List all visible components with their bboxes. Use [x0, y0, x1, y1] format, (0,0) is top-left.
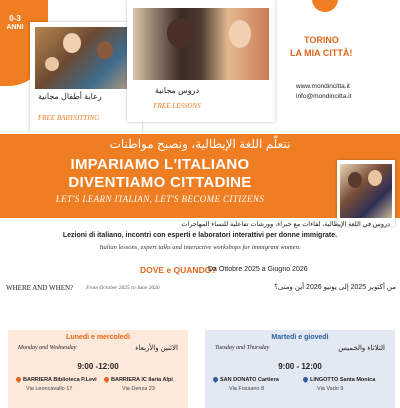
- schedule-day-en: Monday and Wednesday: [18, 345, 77, 351]
- decorative-circle: [312, 0, 338, 12]
- description-italian: Lezioni di italiano, incontri con esperti e laboratori interattivi per donne immigrate.: [62, 232, 338, 239]
- babysitting-photo: [35, 27, 137, 89]
- age-range: 0-3: [9, 14, 21, 23]
- location-address: Via Denza 23: [122, 386, 155, 392]
- map-pin-icon: [103, 376, 110, 383]
- schedule-day-it: Martedì e giovedì: [271, 334, 329, 341]
- contact-info: [296, 82, 400, 102]
- lessons-caption-ar: دروس مجانية: [154, 86, 200, 95]
- when-arabic: من أكتوبر 2025 إلى يونيو 2026 أين ومتى؟: [274, 284, 396, 291]
- schedule-box-mon-wed: [8, 330, 188, 408]
- brand-title: [290, 34, 400, 60]
- schedule-day-ar: الثلاثاء والخميس: [338, 345, 385, 352]
- description-english: Italian lessons, expert talks and interactive workshops for immigrant women.: [99, 244, 301, 251]
- schedule-time: 9:00 - 12:00: [278, 362, 322, 371]
- when-date-it: Da Ottobre 2025 a Giugno 2026: [208, 266, 308, 273]
- location-label: LINGOTTO Santa Monica: [310, 377, 376, 383]
- when-label-en: WHERE AND WHEN?: [6, 284, 74, 292]
- age-unit: ANNI: [6, 24, 24, 31]
- lessons-caption: FREE LESSONS: [153, 102, 201, 110]
- when-label-it: DOVE e QUANDO?: [140, 265, 217, 275]
- headline-italian-2: DIVENTIAMO CITTADINE: [68, 174, 252, 191]
- schedule-day-ar: الاثنين والأربعاء: [135, 345, 178, 352]
- babysitting-photo-card: [30, 22, 142, 134]
- map-pin-icon: [15, 376, 22, 383]
- headline-italian-1: IMPARIAMO L'ITALIANO: [70, 156, 250, 173]
- location-label: BARRIERA IC Ilaria Alpi: [111, 377, 173, 383]
- location-name: [16, 377, 97, 383]
- location-name: [104, 377, 173, 383]
- schedule-day-en: Tuesday and Thursday: [215, 345, 270, 351]
- schedule-day-it: Lunedì e mercoledì: [66, 334, 130, 341]
- brand-city: TORINO: [304, 35, 339, 45]
- schedule-time: 9:00 -12:00: [77, 362, 119, 371]
- family-photo: [340, 164, 392, 218]
- schedule-box-tue-thu: [205, 330, 395, 408]
- lessons-photo-card: [127, 0, 275, 122]
- headline-arabic: نتعلّم اللغة الإيطالية، ونصبح مواطنات: [109, 137, 291, 151]
- email-link[interactable]: info@mondincitta.it: [296, 93, 352, 100]
- location-label: SAN DONATO Cartiera: [220, 377, 279, 383]
- location-address: Via Fossano 8: [229, 386, 265, 392]
- family-photo-card: [337, 160, 395, 226]
- babysitting-caption: FREE BABYSITTING: [38, 114, 100, 122]
- location-name: [303, 377, 375, 383]
- lessons-photo: [133, 8, 269, 80]
- location-label: BARRIERA Biblioteca P.Levi: [23, 377, 97, 383]
- location-name: [213, 377, 279, 383]
- headline-english: LET'S LEARN ITALIAN, LET'S BECOME CITIZENS: [55, 194, 265, 204]
- description-arabic: دروس في اللغة الإيطالية، لقاءات مع خبراء، وورشات تفاعلية للنساء المهاجرات: [181, 221, 390, 228]
- location-address: Via Vado 9: [317, 386, 344, 392]
- age-badge-text: [0, 14, 30, 32]
- map-pin-icon: [302, 376, 309, 383]
- brand-slogan: LA MIA CITTÀ!: [290, 48, 353, 58]
- babysitting-caption-ar: رعاية أطفال مجانية: [38, 92, 102, 101]
- location-address: Via Leoncavallo 17: [26, 386, 73, 392]
- when-date-en: From October 2025 to June 2026: [86, 285, 160, 291]
- map-pin-icon: [212, 376, 219, 383]
- website-link[interactable]: www.mondincitta.it: [296, 83, 350, 90]
